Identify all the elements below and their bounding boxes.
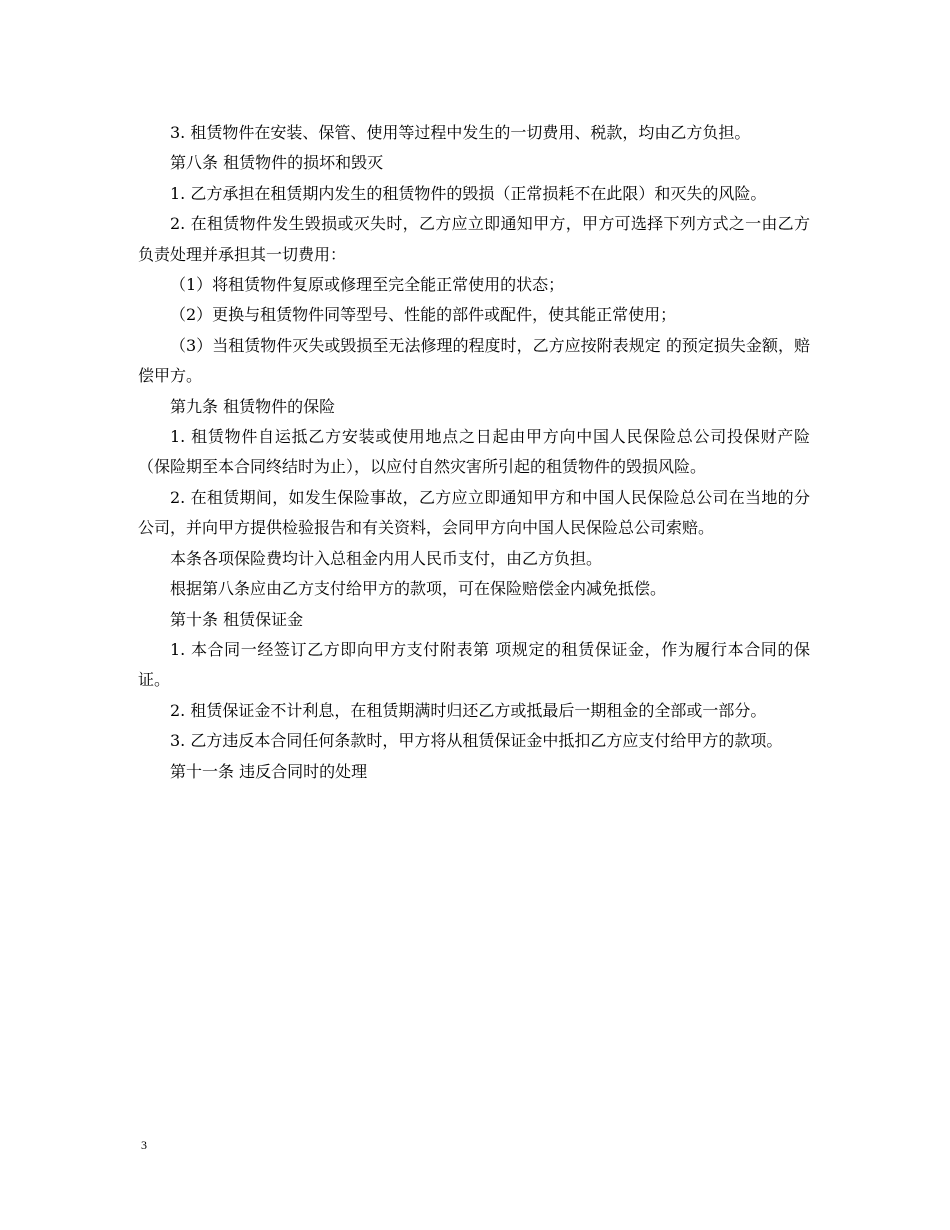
heading-article-9: 第九条 租赁物件的保险 — [170, 396, 336, 416]
paragraph-9-1: 1. 租赁物件自运抵乙方安装或使用地点之日起由甲方向中国人民保险总公司投保财产险（保险期至本合同终结时为止），以应付自然灾害所引起的租赁物件的毁损风险。 — [138, 427, 810, 477]
list-item-8-2-3: （3）当租赁物件灭失或毁损至无法修理的程度时，乙方应按附表规定 的预定损失金额，赔偿甲方。 — [138, 335, 810, 386]
list-item-8-2-2: （2）更换与租赁物件同等型号、性能的部件或配件，使其能正常使用； — [170, 305, 677, 325]
paragraph-9-2: 2. 在租赁期间，如发生保险事故，乙方应立即通知甲方和中国人民保险总公司在当地的分公司，并向甲方提供检验报告和有关资料，会同甲方向中国人民保险总公司索赔。 — [138, 487, 810, 538]
heading-article-8: 第八条 租赁物件的损坏和毁灭 — [170, 153, 384, 173]
heading-article-11: 第十一条 违反合同时的处理 — [170, 761, 368, 781]
heading-article-10: 第十条 租赁保证金 — [170, 609, 304, 629]
paragraph-10-2: 2. 租赁保证金不计利息，在租赁期满时归还乙方或抵最后一期租金的全部或一部分。 — [170, 700, 767, 720]
paragraph-3-fees: 3. 租赁物件在安装、保管、使用等过程中发生的一切费用、税款，均由乙方负担。 — [170, 123, 751, 142]
page-number: 3 — [141, 1138, 147, 1152]
paragraph-10-1: 1. 本合同一经签订乙方即向甲方支付附表第 项规定的租赁保证金，作为履行本合同的保证。 — [138, 639, 810, 690]
paragraph-9-offset: 根据第八条应由乙方支付给甲方的款项，可在保险赔偿金内减免抵偿。 — [170, 579, 667, 599]
paragraph-9-premium: 本条各项保险费均计入总租金内用人民币支付，由乙方负担。 — [170, 548, 603, 568]
list-item-8-2-1: （1）将租赁物件复原或修理至完全能正常使用的状态； — [170, 275, 565, 295]
document-body — [138, 118, 810, 787]
paragraph-8-1: 1. 乙方承担在租赁期内发生的租赁物件的毁损（正常损耗不在此限）和灭失的风险。 — [170, 183, 767, 203]
paragraph-10-3: 3. 乙方违反本合同任何条款时，甲方将从租赁保证金中抵扣乙方应支付给甲方的款项。 — [170, 731, 783, 751]
paragraph-8-2: 2. 在租赁物件发生毁损或灭失时，乙方应立即通知甲方，甲方可选择下列方式之一由乙方负责处理并承担其一切费用： — [138, 214, 810, 264]
